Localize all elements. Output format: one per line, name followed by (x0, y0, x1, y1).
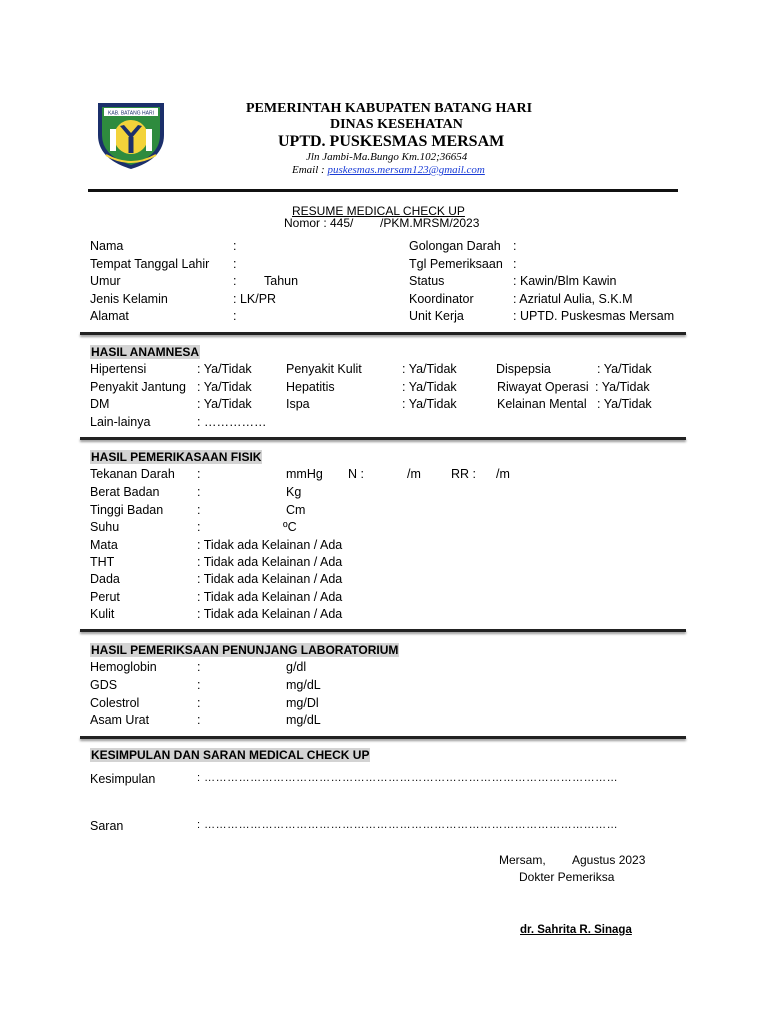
measure-unit: ºC (283, 520, 297, 534)
lab-unit: mg/dL (286, 713, 321, 727)
organ-value: : Tidak ada Kelainan / Ada (197, 538, 343, 552)
section-title-anamnesa: HASIL ANAMNESA (91, 345, 200, 359)
lab-label: GDS (90, 678, 118, 692)
identity-value: : (233, 257, 237, 271)
measure-label: Berat Badan (90, 485, 160, 499)
lab-unit: mg/Dl (286, 696, 319, 710)
blood-pressure-unit: mmHg (286, 467, 323, 481)
organ-value: : Tidak ada Kelainan / Ada (197, 590, 343, 604)
section-divider (80, 437, 686, 440)
identity-value: : (233, 239, 237, 253)
pulse-unit: /m (407, 467, 421, 481)
identity-label: Tgl Pemeriksaan (409, 257, 503, 271)
identity-value: : UPTD. Puskesmas Mersam (513, 309, 675, 323)
svg-text:KAB. BATANG HARI: KAB. BATANG HARI (108, 110, 154, 117)
anamnesa-other-label: Lain-lainya (90, 415, 151, 429)
organ-label: Kulit (90, 607, 115, 621)
lab-label: Colestrol (90, 696, 140, 710)
anamnesa-item: Dispepsia (496, 362, 551, 376)
anamnesa-value: : Ya/Tidak (402, 362, 457, 376)
batang-hari-logo (94, 99, 168, 171)
letterhead-government: PEMERINTAH KABUPATEN BATANG HARI (246, 101, 533, 116)
anamnesa-item: Hipertensi (90, 362, 147, 376)
anamnesa-value: : Ya/Tidak (197, 397, 252, 411)
signature-role: Dokter Pemeriksa (519, 870, 615, 884)
anamnesa-item: Penyakit Jantung (90, 380, 186, 394)
identity-value: : (513, 257, 517, 271)
identity-value: : LK/PR (233, 292, 277, 306)
letterhead-address: Jln Jambi-Ma.Bungo Km.102;36654 (306, 151, 468, 163)
identity-label: Unit Kerja (409, 309, 464, 323)
letterhead-divider (88, 189, 678, 192)
section-divider (80, 332, 686, 335)
signature-date: Agustus 2023 (572, 853, 646, 867)
anamnesa-item: Penyakit Kulit (286, 362, 362, 376)
lab-colon: : (197, 660, 201, 674)
anamnesa-value: : Ya/Tidak (597, 397, 652, 411)
conclusion-label: Kesimpulan (90, 772, 156, 786)
organ-value: : Tidak ada Kelainan / Ada (197, 555, 343, 569)
letterhead-institution: UPTD. PUSKESMAS MERSAM (278, 133, 505, 150)
letterhead-department: DINAS KESEHATAN (330, 117, 463, 132)
identity-label: Umur (90, 274, 121, 288)
anamnesa-value: : Ya/Tidak (595, 380, 650, 394)
organ-label: Dada (90, 572, 120, 586)
measure-label: Suhu (90, 520, 120, 534)
pulse-label: N : (348, 467, 364, 481)
section-title-fisik: HASIL PEMERIKASAAN FISIK (91, 450, 262, 464)
identity-label: Tempat Tanggal Lahir (90, 257, 210, 271)
anamnesa-value: : Ya/Tidak (197, 362, 252, 376)
identity-value: : (233, 274, 237, 288)
organ-label: THT (90, 555, 115, 569)
identity-value: : (513, 239, 517, 253)
anamnesa-value: : Ya/Tidak (402, 380, 457, 394)
identity-label: Alamat (90, 309, 129, 323)
measure-label: Tinggi Badan (90, 503, 164, 517)
identity-value: : Kawin/Blm Kawin (513, 274, 617, 288)
lab-colon: : (197, 696, 201, 710)
lab-label: Hemoglobin (90, 660, 157, 674)
measure-colon: : (197, 520, 201, 534)
lab-unit: g/dl (286, 660, 307, 674)
anamnesa-value: : Ya/Tidak (597, 362, 652, 376)
measure-colon: : (197, 503, 201, 517)
section-divider (80, 629, 686, 632)
advice-label: Saran (90, 819, 124, 833)
identity-label: Koordinator (409, 292, 474, 306)
blood-pressure-label: Tekanan Darah (90, 467, 175, 481)
section-divider (80, 736, 686, 739)
age-unit: Tahun (264, 274, 299, 288)
measure-unit: Kg (286, 485, 302, 499)
lab-colon: : (197, 713, 201, 727)
document-number: Nomor : 445/ /PKM.MRSM/2023 (284, 216, 480, 230)
measure-unit: Cm (286, 503, 306, 517)
anamnesa-value: : Ya/Tidak (197, 380, 252, 394)
identity-value: : (233, 309, 237, 323)
document-title: RESUME MEDICAL CHECK UP (292, 204, 465, 218)
anamnesa-other-value: : …………… (197, 415, 267, 429)
section-title-kesimpulan: KESIMPULAN DAN SARAN MEDICAL CHECK UP (91, 748, 370, 762)
identity-label: Nama (90, 239, 124, 253)
lab-unit: mg/dL (286, 678, 321, 692)
advice-field: : ……………………………………………………………………………………………… (197, 819, 619, 831)
blood-pressure-colon: : (197, 467, 201, 481)
anamnesa-value: : Ya/Tidak (402, 397, 457, 411)
anamnesa-item: Hepatitis (286, 380, 335, 394)
email-link[interactable]: puskesmas.mersam123@gmail.com (327, 164, 485, 176)
section-title-lab: HASIL PEMERIKSAAN PENUNJANG LABORATORIUM (91, 643, 399, 657)
anamnesa-item: Ispa (286, 397, 310, 411)
measure-colon: : (197, 485, 201, 499)
organ-value: : Tidak ada Kelainan / Ada (197, 607, 343, 621)
letterhead-email (292, 164, 485, 176)
anamnesa-item: DM (90, 397, 110, 411)
anamnesa-item: Kelainan Mental (497, 397, 587, 411)
identity-label: Jenis Kelamin (90, 292, 168, 306)
respiration-label: RR : (451, 467, 476, 481)
identity-label: Golongan Darah (409, 239, 501, 253)
organ-label: Mata (90, 538, 118, 552)
organ-value: : Tidak ada Kelainan / Ada (197, 572, 343, 586)
identity-label: Status (409, 274, 445, 288)
identity-value: : Azriatul Aulia, S.K.M (513, 292, 633, 306)
conclusion-field: : ……………………………………………………………………………………………… (197, 772, 619, 784)
anamnesa-item: Riwayat Operasi (497, 380, 589, 394)
signature-place: Mersam, (499, 853, 546, 867)
organ-label: Perut (90, 590, 120, 604)
lab-label: Asam Urat (90, 713, 150, 727)
respiration-unit: /m (496, 467, 510, 481)
signature-name: dr. Sahrita R. Sinaga (520, 924, 632, 936)
lab-colon: : (197, 678, 201, 692)
email-label: Email : (292, 164, 328, 176)
